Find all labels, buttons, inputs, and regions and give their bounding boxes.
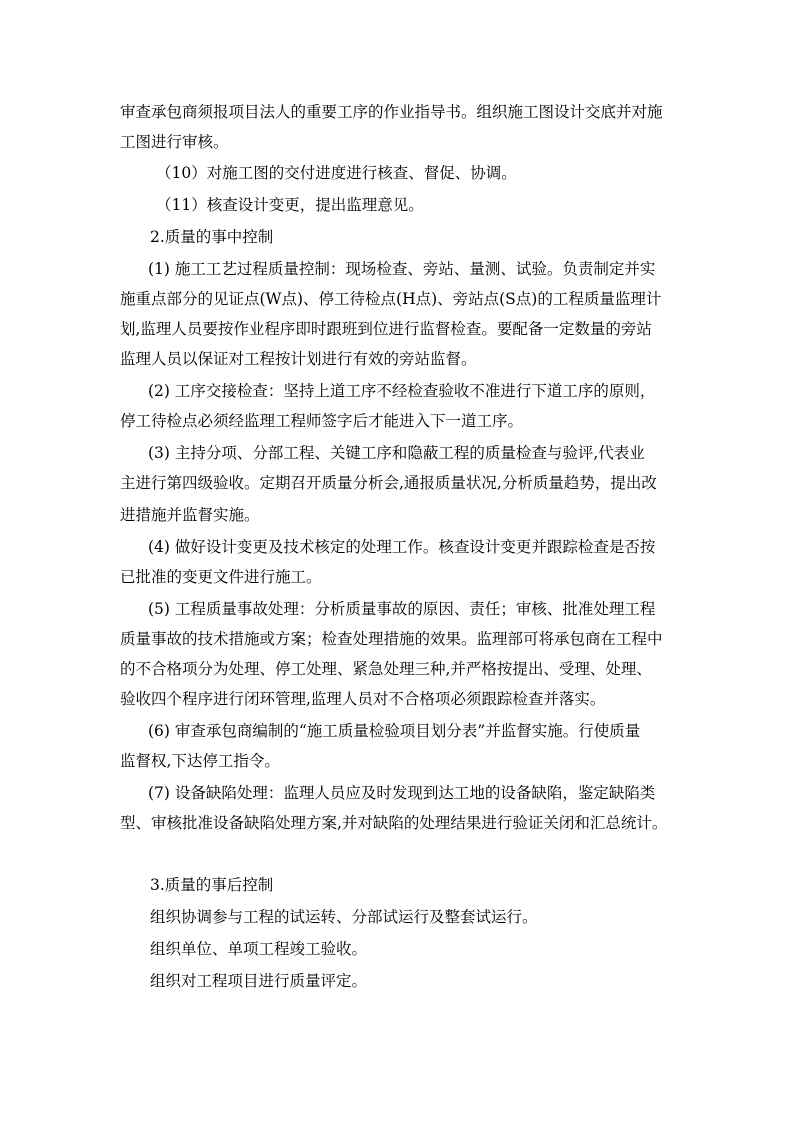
paragraph-line: 组织对工程项目进行质量评定。 xyxy=(150,972,368,990)
paragraph-line: 型、审核批准设备缺陷处理方案,并对缺陷的处理结果进行验证关闭和汇总统计。 xyxy=(120,814,668,832)
paragraph-line: 已批准的变更文件进行施工。 xyxy=(120,568,322,586)
paragraph-line: 的不合格项分为处理、停工处理、紧急处理三种,并严格按提出、受理、处理、 xyxy=(120,660,652,678)
paragraph-line: (1) 施工工艺过程质量控制：现场检查、旁站、量测、试验。负责制定并实 xyxy=(148,260,656,278)
section-heading: 2.质量的事中控制 xyxy=(150,228,274,246)
paragraph-line: 审查承包商须报项目法人的重要工序的作业指导书。组织施工图设计交底并对施 xyxy=(120,103,663,121)
paragraph-line: 组织单位、单项工程竣工验收。 xyxy=(150,940,368,958)
paragraph-line: (3) 主持分项、分部工程、关键工序和隐蔽工程的质量检查与验评,代表业 xyxy=(148,444,645,462)
paragraph-line: 工图进行审核。 xyxy=(120,133,229,151)
paragraph-line: 施重点部分的见证点(W点)、停工待检点(H点)、旁站点(S点)的工程质量监理计 xyxy=(120,290,662,308)
paragraph-line: (5) 工程质量事故处理：分析质量事故的原因、责任；审核、批准处理工程 xyxy=(148,600,656,618)
paragraph-line: 划,监理人员要按作业程序即时跟班到位进行监督检查。要配备一定数量的旁站 xyxy=(120,320,652,338)
paragraph-line: 停工待检点必须经监理工程师签字后才能进入下一道工序。 xyxy=(120,412,524,430)
paragraph-line: 验收四个程序进行闭环管理,监理人员对不合格项必须跟踪检查并落实。 xyxy=(120,690,606,708)
section-heading: 3.质量的事后控制 xyxy=(150,876,274,894)
paragraph-line: （11）核查设计变更，提出监理意见。 xyxy=(156,196,424,214)
paragraph-line: （10）对施工图的交付进度进行核查、督促、协调。 xyxy=(156,164,517,182)
paragraph-line: (4) 做好设计变更及技术核定的处理工作。核查设计变更并跟踪检查是否按 xyxy=(148,538,656,556)
paragraph-line: 组织协调参与工程的试运转、分部试运行及整套试运行。 xyxy=(150,908,538,926)
paragraph-line: 进措施并监督实施。 xyxy=(120,506,260,524)
paragraph-line: 主进行第四级验收。定期召开质量分析会,通报质量状况,分析质量趋势，提出改 xyxy=(120,474,657,492)
paragraph-line: 质量事故的技术措施或方案；检查处理措施的效果。监理部可将承包商在工程中 xyxy=(120,630,663,648)
paragraph-line: 监督权,下达停工指令。 xyxy=(120,752,280,770)
paragraph-line: 监理人员以保证对工程按计划进行有效的旁站监督。 xyxy=(120,350,477,368)
paragraph-line: (2) 工序交接检查：坚持上道工序不经检查验收不准进行下道工序的原则， xyxy=(148,382,656,400)
paragraph-line: (6) 审查承包商编制的“施工质量检验项目划分表”并监督实施。行使质量 xyxy=(148,722,641,740)
paragraph-line: (7) 设备缺陷处理：监理人员应及时发现到达工地的设备缺陷，鉴定缺陷类 xyxy=(148,784,656,802)
